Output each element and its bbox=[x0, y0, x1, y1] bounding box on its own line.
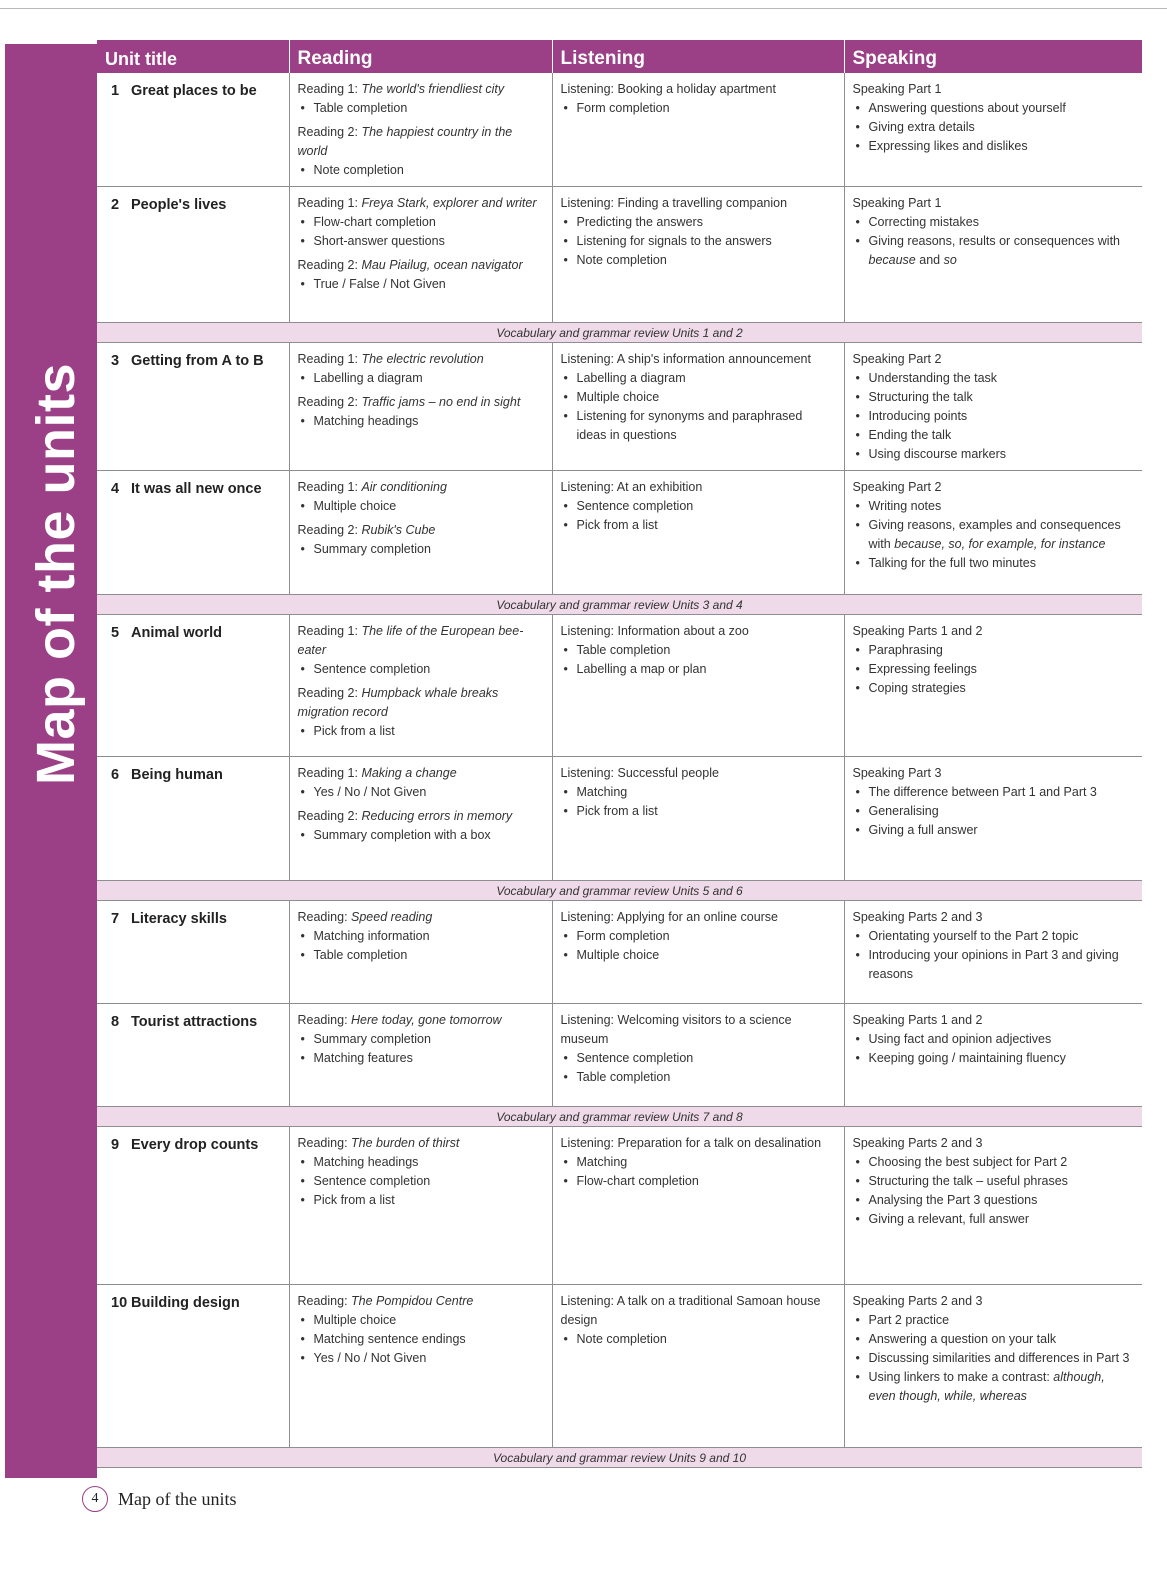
list-item-italic: although, even though, while, whereas bbox=[868, 1370, 1105, 1403]
reading-text-title: Traffic jams – no end in sight bbox=[361, 395, 521, 409]
listening-cell bbox=[552, 901, 844, 1004]
unit-title: Every drop counts bbox=[131, 1137, 259, 1153]
listening-intro: Listening: Welcoming visitors to a science museum bbox=[560, 1013, 792, 1046]
reading-text-title: The world's friendliest city bbox=[361, 82, 505, 96]
reading-cell bbox=[289, 471, 552, 595]
review-label: Vocabulary and grammar review Units 3 and 4 bbox=[97, 595, 1142, 615]
list-item: • Listening for signals to the answers bbox=[561, 232, 836, 251]
reading-label: Reading: bbox=[297, 910, 352, 924]
unit-title-cell bbox=[97, 615, 289, 757]
unit-row bbox=[97, 1285, 1142, 1448]
listening-intro: Listening: Preparation for a talk on desalination bbox=[560, 1136, 822, 1150]
list-item bbox=[853, 516, 1135, 554]
list-item: • The difference between Part 1 and Part 3 bbox=[853, 783, 1135, 802]
speaking-intro: Speaking Part 3 bbox=[852, 766, 942, 780]
reading-section bbox=[298, 80, 544, 118]
list-item: • Matching sentence endings bbox=[298, 1330, 544, 1349]
reading-section bbox=[298, 1011, 544, 1068]
list-item: • Keeping going / maintaining fluency bbox=[853, 1049, 1135, 1068]
listening-intro: Listening: Successful people bbox=[560, 766, 719, 780]
unit-title: Great places to be bbox=[131, 83, 257, 99]
reading-label: Reading 2: bbox=[297, 258, 362, 272]
unit-title: Getting from A to B bbox=[131, 353, 264, 369]
list-item: • Answering questions about yourself bbox=[853, 99, 1135, 118]
list-item-italic: so bbox=[943, 253, 957, 267]
unit-number: 10 bbox=[111, 1295, 128, 1311]
speaking-intro: Speaking Part 2 bbox=[852, 352, 942, 366]
header-speaking: Speaking bbox=[844, 40, 1142, 73]
list-item: • Form completion bbox=[561, 927, 836, 946]
page-number: 4 bbox=[91, 1491, 99, 1506]
reading-section bbox=[298, 521, 544, 559]
list-item: • Short-answer questions bbox=[298, 232, 544, 251]
reading-section bbox=[298, 393, 544, 431]
footer-title: Map of the units bbox=[118, 1488, 237, 1509]
list-item: • Generalising bbox=[853, 802, 1135, 821]
list-item: • Orientating yourself to the Part 2 topic bbox=[853, 927, 1135, 946]
header-unit-title: Unit title bbox=[97, 40, 289, 73]
unit-row bbox=[97, 615, 1142, 757]
reading-text-title: Humpback whale breaks migration record bbox=[297, 686, 499, 719]
list-item: • Matching information bbox=[298, 927, 544, 946]
page-footer bbox=[82, 1485, 237, 1513]
reading-label: Reading 1: bbox=[297, 196, 362, 210]
unit-number: 4 bbox=[111, 481, 120, 497]
reading-cell bbox=[289, 187, 552, 323]
unit-number: 2 bbox=[111, 197, 120, 213]
list-item: • Writing notes bbox=[853, 497, 1135, 516]
list-item: • Sentence completion bbox=[561, 1049, 836, 1068]
reading-label: Reading 2: bbox=[297, 395, 362, 409]
unit-number: 5 bbox=[111, 625, 120, 641]
list-item: • Labelling a diagram bbox=[561, 369, 836, 388]
review-label: Vocabulary and grammar review Units 1 and 2 bbox=[97, 323, 1142, 343]
unit-number: 3 bbox=[111, 353, 120, 369]
speaking-cell bbox=[844, 471, 1142, 595]
list-item: • Matching bbox=[561, 1153, 836, 1172]
reading-text-title: Reducing errors in memory bbox=[361, 809, 513, 823]
speaking-intro: Speaking Parts 1 and 2 bbox=[852, 1013, 983, 1027]
reading-cell bbox=[289, 1004, 552, 1107]
speaking-cell bbox=[844, 343, 1142, 471]
list-item: • Giving a relevant, full answer bbox=[853, 1210, 1135, 1229]
list-item: • Summary completion bbox=[298, 1030, 544, 1049]
listening-cell bbox=[552, 1285, 844, 1448]
listening-cell bbox=[552, 343, 844, 471]
list-item: • Structuring the talk – useful phrases bbox=[853, 1172, 1135, 1191]
list-item-text: Giving reasons, results or consequences with bbox=[868, 234, 1121, 248]
units-map-table bbox=[97, 40, 1142, 1468]
list-item: • Answering a question on your talk bbox=[853, 1330, 1135, 1349]
reading-section bbox=[298, 478, 544, 516]
list-item: • Paraphrasing bbox=[853, 641, 1135, 660]
list-item-italic: because, so, for example, for instance bbox=[894, 537, 1106, 551]
list-item: • Matching bbox=[561, 783, 836, 802]
reading-label: Reading 1: bbox=[297, 480, 362, 494]
reading-text-title: The Pompidou Centre bbox=[351, 1294, 474, 1308]
listening-cell bbox=[552, 187, 844, 323]
unit-number: 8 bbox=[111, 1014, 120, 1030]
review-label: Vocabulary and grammar review Units 7 and 8 bbox=[97, 1107, 1142, 1127]
unit-title: Tourist attractions bbox=[131, 1014, 258, 1030]
listening-cell bbox=[552, 73, 844, 187]
list-item: • Table completion bbox=[561, 641, 836, 660]
reading-text-title: The happiest country in the world bbox=[297, 125, 513, 158]
speaking-cell bbox=[844, 1285, 1142, 1448]
list-item-text: Using linkers to make a contrast: bbox=[868, 1370, 1054, 1384]
speaking-cell bbox=[844, 73, 1142, 187]
listening-intro: Listening: A ship's information announcement bbox=[560, 352, 811, 366]
unit-row bbox=[97, 901, 1142, 1004]
unit-row bbox=[97, 73, 1142, 187]
listening-cell bbox=[552, 615, 844, 757]
reading-text-title: Here today, gone tomorrow bbox=[351, 1013, 502, 1027]
list-item: • Expressing likes and dislikes bbox=[853, 137, 1135, 156]
reading-text-title: The burden of thirst bbox=[351, 1136, 460, 1150]
header-listening: Listening bbox=[552, 40, 844, 73]
list-item: • Structuring the talk bbox=[853, 388, 1135, 407]
list-item: • Table completion bbox=[561, 1068, 836, 1087]
unit-row bbox=[97, 1127, 1142, 1285]
list-item-text: Giving reasons, examples and consequences with bbox=[868, 518, 1121, 551]
reading-section bbox=[298, 350, 544, 388]
reading-label: Reading: bbox=[297, 1136, 352, 1150]
reading-text-title: Rubik's Cube bbox=[361, 523, 436, 537]
list-item: • Pick from a list bbox=[298, 722, 544, 741]
list-item: • Multiple choice bbox=[561, 946, 836, 965]
unit-row bbox=[97, 187, 1142, 323]
unit-title-cell bbox=[97, 1004, 289, 1107]
header-row bbox=[97, 40, 1142, 73]
listening-cell bbox=[552, 1127, 844, 1285]
list-item: • Flow-chart completion bbox=[298, 213, 544, 232]
speaking-intro: Speaking Part 2 bbox=[852, 480, 942, 494]
list-item: • Sentence completion bbox=[561, 497, 836, 516]
list-item: • Matching headings bbox=[298, 1153, 544, 1172]
list-item: • Expressing feelings bbox=[853, 660, 1135, 679]
reading-text-title: Making a change bbox=[361, 766, 457, 780]
list-item: • Coping strategies bbox=[853, 679, 1135, 698]
list-item-italic: because bbox=[868, 253, 916, 267]
reading-label: Reading 2: bbox=[297, 686, 362, 700]
reading-section bbox=[298, 1134, 544, 1210]
list-item: • Multiple choice bbox=[298, 1311, 544, 1330]
unit-title: People's lives bbox=[131, 197, 227, 213]
list-item: • Giving extra details bbox=[853, 118, 1135, 137]
reading-label: Reading 1: bbox=[297, 766, 362, 780]
list-item: • Using discourse markers bbox=[853, 445, 1135, 464]
listening-cell bbox=[552, 471, 844, 595]
speaking-intro: Speaking Parts 2 and 3 bbox=[852, 1294, 983, 1308]
reading-text-title: Mau Piailug, ocean navigator bbox=[361, 258, 523, 272]
units-map-table-wrap bbox=[97, 40, 1142, 1468]
list-item: • Note completion bbox=[561, 251, 836, 270]
list-item: • Note completion bbox=[298, 161, 544, 180]
unit-number: 9 bbox=[111, 1137, 120, 1153]
listening-intro: Listening: At an exhibition bbox=[560, 480, 703, 494]
list-item: • Choosing the best subject for Part 2 bbox=[853, 1153, 1135, 1172]
list-item: • Labelling a map or plan bbox=[561, 660, 836, 679]
speaking-cell bbox=[844, 757, 1142, 881]
reading-cell bbox=[289, 343, 552, 471]
reading-section bbox=[298, 807, 544, 845]
reading-section bbox=[298, 1292, 544, 1368]
list-item: • Note completion bbox=[561, 1330, 836, 1349]
list-item: • Yes / No / Not Given bbox=[298, 1349, 544, 1368]
list-item: • Giving a full answer bbox=[853, 821, 1135, 840]
list-item: • Introducing your opinions in Part 3 and giving reasons bbox=[853, 946, 1135, 984]
reading-section bbox=[298, 622, 544, 679]
list-item: • Ending the talk bbox=[853, 426, 1135, 445]
reading-label: Reading 2: bbox=[297, 809, 362, 823]
listening-intro: Listening: A talk on a traditional Samoan house design bbox=[560, 1294, 821, 1327]
unit-title: Animal world bbox=[131, 625, 223, 641]
reading-section bbox=[298, 908, 544, 965]
speaking-intro: Speaking Parts 2 and 3 bbox=[852, 910, 983, 924]
list-item: • Understanding the task bbox=[853, 369, 1135, 388]
unit-number: 7 bbox=[111, 911, 120, 927]
review-label: Vocabulary and grammar review Units 5 and 6 bbox=[97, 881, 1142, 901]
list-item: • Analysing the Part 3 questions bbox=[853, 1191, 1135, 1210]
unit-title-cell bbox=[97, 757, 289, 881]
reading-section bbox=[298, 194, 544, 251]
page-number-badge bbox=[82, 1486, 108, 1512]
list-item: • Discussing similarities and differences in Part 3 bbox=[853, 1349, 1135, 1368]
speaking-cell bbox=[844, 1004, 1142, 1107]
speaking-intro: Speaking Part 1 bbox=[852, 196, 942, 210]
speaking-cell bbox=[844, 187, 1142, 323]
reading-text-title: Freya Stark, explorer and writer bbox=[361, 196, 537, 210]
list-item: • Pick from a list bbox=[561, 516, 836, 535]
reading-text-title: The electric revolution bbox=[361, 352, 484, 366]
unit-title: Being human bbox=[131, 767, 223, 783]
review-row bbox=[97, 1107, 1142, 1127]
reading-cell bbox=[289, 73, 552, 187]
list-item: • Matching headings bbox=[298, 412, 544, 431]
list-item: • Multiple choice bbox=[561, 388, 836, 407]
listening-intro: Listening: Applying for an online course bbox=[560, 910, 779, 924]
reading-text-title: Air conditioning bbox=[361, 480, 447, 494]
list-item bbox=[853, 1368, 1135, 1406]
speaking-cell bbox=[844, 615, 1142, 757]
review-row bbox=[97, 881, 1142, 901]
list-item: • Multiple choice bbox=[298, 497, 544, 516]
reading-cell bbox=[289, 615, 552, 757]
listening-intro: Listening: Booking a holiday apartment bbox=[560, 82, 776, 96]
list-item bbox=[853, 232, 1135, 270]
sidebar-title: Map of the units bbox=[26, 363, 86, 785]
unit-row bbox=[97, 343, 1142, 471]
listening-intro: Listening: Finding a travelling companion bbox=[560, 196, 788, 210]
unit-row bbox=[97, 1004, 1142, 1107]
list-item: • Part 2 practice bbox=[853, 1311, 1135, 1330]
listening-cell bbox=[552, 1004, 844, 1107]
reading-label: Reading: bbox=[297, 1294, 352, 1308]
reading-cell bbox=[289, 901, 552, 1004]
list-item: • Talking for the full two minutes bbox=[853, 554, 1135, 573]
list-item: • Using fact and opinion adjectives bbox=[853, 1030, 1135, 1049]
review-row bbox=[97, 595, 1142, 615]
list-item: • Matching features bbox=[298, 1049, 544, 1068]
reading-text-title: Speed reading bbox=[351, 910, 433, 924]
reading-label: Reading 2: bbox=[297, 125, 362, 139]
list-item: • Sentence completion bbox=[298, 1172, 544, 1191]
review-row bbox=[97, 323, 1142, 343]
review-row bbox=[97, 1448, 1142, 1468]
list-item: • Summary completion bbox=[298, 540, 544, 559]
list-item: • Flow-chart completion bbox=[561, 1172, 836, 1191]
unit-title-cell bbox=[97, 1127, 289, 1285]
reading-label: Reading 1: bbox=[297, 352, 362, 366]
reading-section bbox=[298, 123, 544, 180]
unit-number: 1 bbox=[111, 83, 120, 99]
reading-section bbox=[298, 684, 544, 741]
unit-row bbox=[97, 471, 1142, 595]
unit-row bbox=[97, 757, 1142, 881]
unit-title-cell bbox=[97, 1285, 289, 1448]
unit-title-cell bbox=[97, 901, 289, 1004]
list-item: • Introducing points bbox=[853, 407, 1135, 426]
list-item: • Summary completion with a box bbox=[298, 826, 544, 845]
unit-title-cell bbox=[97, 73, 289, 187]
list-item: • Correcting mistakes bbox=[853, 213, 1135, 232]
list-item: • True / False / Not Given bbox=[298, 275, 544, 294]
list-item: • Listening for synonyms and paraphrased ideas in questions bbox=[561, 407, 836, 445]
listening-intro: Listening: Information about a zoo bbox=[560, 624, 749, 638]
listening-cell bbox=[552, 757, 844, 881]
reading-section bbox=[298, 256, 544, 294]
list-item: • Form completion bbox=[561, 99, 836, 118]
reading-label: Reading 1: bbox=[297, 624, 362, 638]
header-reading: Reading bbox=[289, 40, 552, 73]
unit-title-cell bbox=[97, 187, 289, 323]
speaking-cell bbox=[844, 1127, 1142, 1285]
speaking-cell bbox=[844, 901, 1142, 1004]
list-item: • Predicting the answers bbox=[561, 213, 836, 232]
reading-cell bbox=[289, 757, 552, 881]
reading-text-title: The life of the European bee-eater bbox=[297, 624, 524, 657]
speaking-intro: Speaking Part 1 bbox=[852, 82, 942, 96]
reading-cell bbox=[289, 1127, 552, 1285]
unit-title: Literacy skills bbox=[131, 911, 227, 927]
reading-section bbox=[298, 764, 544, 802]
unit-title-cell bbox=[97, 343, 289, 471]
review-label: Vocabulary and grammar review Units 9 and 10 bbox=[97, 1448, 1142, 1468]
list-item: • Pick from a list bbox=[561, 802, 836, 821]
reading-cell bbox=[289, 1285, 552, 1448]
unit-title: Building design bbox=[131, 1295, 240, 1311]
unit-number: 6 bbox=[111, 767, 120, 783]
list-item: • Table completion bbox=[298, 99, 544, 118]
speaking-intro: Speaking Parts 2 and 3 bbox=[852, 1136, 983, 1150]
top-rule bbox=[0, 8, 1167, 9]
list-item: • Table completion bbox=[298, 946, 544, 965]
speaking-intro: Speaking Parts 1 and 2 bbox=[852, 624, 983, 638]
unit-title-cell bbox=[97, 471, 289, 595]
unit-title: It was all new once bbox=[131, 481, 262, 497]
list-item: • Yes / No / Not Given bbox=[298, 783, 544, 802]
list-item: • Sentence completion bbox=[298, 660, 544, 679]
sidebar-band bbox=[5, 44, 97, 1478]
reading-label: Reading 1: bbox=[297, 82, 362, 96]
reading-label: Reading 2: bbox=[297, 523, 362, 537]
list-item-text: and bbox=[915, 253, 944, 267]
reading-label: Reading: bbox=[297, 1013, 352, 1027]
list-item: • Pick from a list bbox=[298, 1191, 544, 1210]
list-item: • Labelling a diagram bbox=[298, 369, 544, 388]
